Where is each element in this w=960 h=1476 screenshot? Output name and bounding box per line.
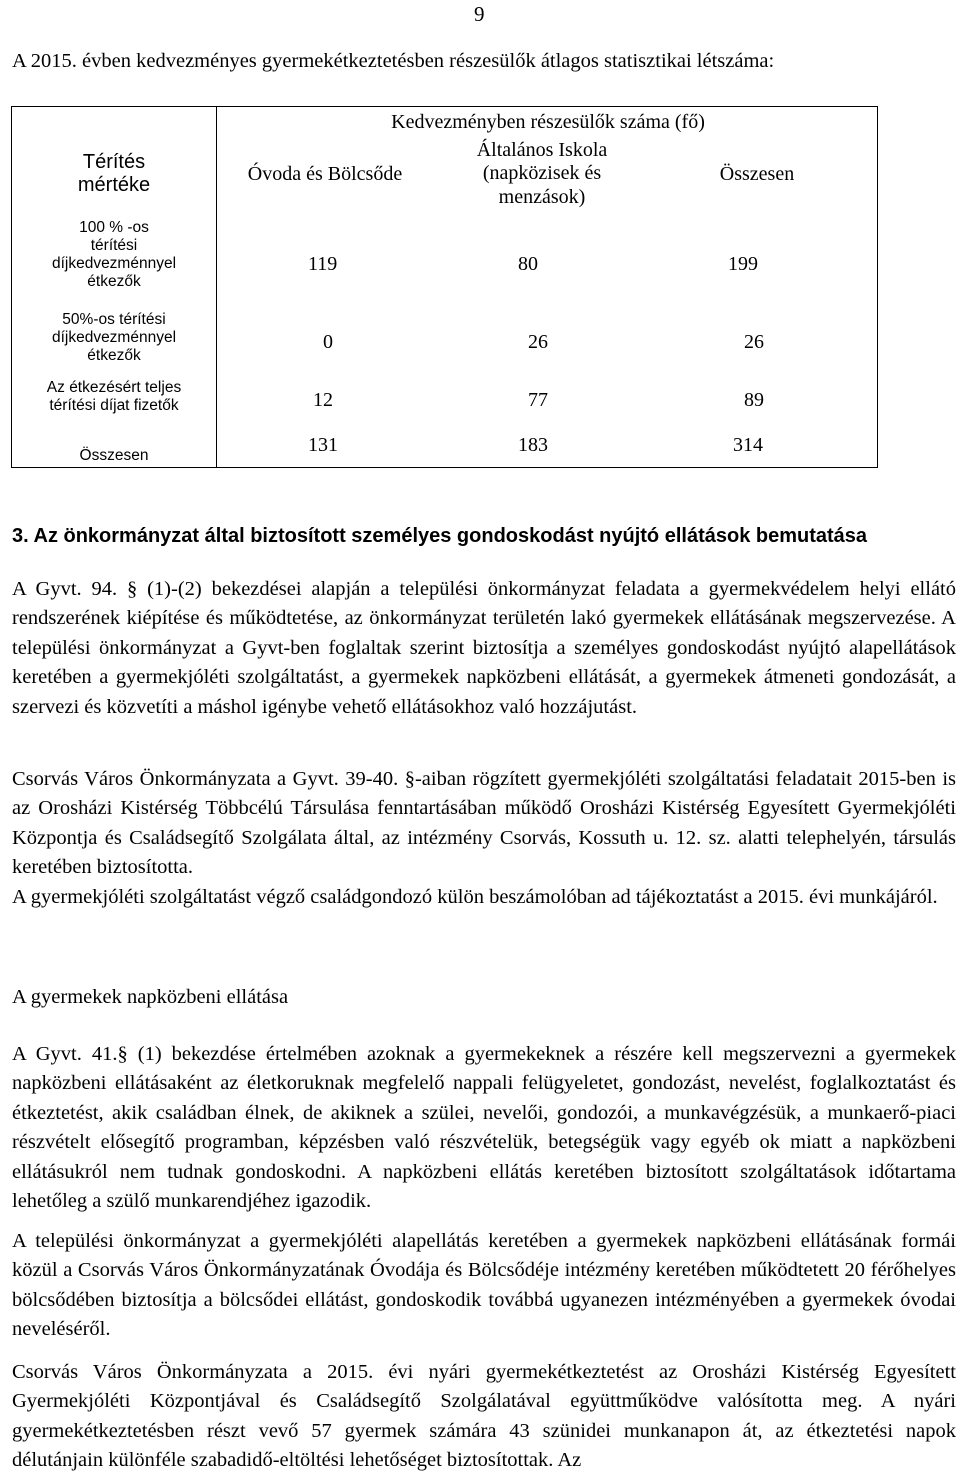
row-header-title: Térítés mértéke (77, 151, 151, 197)
cell-iskola: 26 (528, 331, 548, 353)
table-divider (216, 106, 217, 468)
cell-osszesen: 89 (744, 389, 764, 411)
subheading-napkozbeni: A gyermekek napközbeni ellátása (12, 986, 289, 1008)
cell-iskola: 77 (528, 389, 548, 411)
page-number: 9 (474, 2, 485, 26)
cell-ovoda: 0 (323, 331, 333, 353)
paragraph-bolcsode: A települési önkormányzat a gyermekjóléti alapellátás keretében a gyermekek napközbeni ellátásának formái közül a Csorvás Város Önkormányzatának Óvodája és Bölcsődéje intézmény keretében működtetett 20 férőhelyes bölcsődében biztosítja a bölcsődei ellátást, gondoskodik továbbá ugyanezen intézményében a gyermekek óvodai neveléséről. (12, 1230, 956, 1341)
row-label-osszesen: Összesen (79, 447, 149, 464)
cell-ovoda: 12 (313, 389, 333, 411)
row-label-teljes: Az étkezésért teljes térítési díjat fizetők (46, 379, 182, 415)
group-header: Kedvezményben részesülők száma (fő) (391, 111, 705, 133)
paragraph-gyvt-94: A Gyvt. 94. § (1)-(2) bekezdései alapján a települési önkormányzat feladata a gyermekvédelem helyi ellátó rendszerének kiépítése és működtetése, az önkormányzat területén lakó gyermekek ellátásának megszervezése. A települési önkormányzat a Gyvt-ben foglaltak szerint biztosítja a személyes gondoskodást nyújtó alapellátások keretében a gyermekjóléti szolgáltatást, a gyermekek napközbeni ellátását, a gyermekek átmeneti gondozását, a szervezi és közvetíti a máshol igénybe vehető ellátásokhoz való hozzájutást. (12, 578, 956, 718)
intro-text: A 2015. évben kedvezményes gyermekétkeztetésben részesülők átlagos statisztikai létszáma: (12, 50, 775, 72)
row-label-100: 100 % -os térítési díjkedvezménnyel étkezők (51, 219, 177, 291)
cell-ovoda: 131 (308, 434, 338, 456)
cell-ovoda: 119 (308, 253, 338, 275)
row-label-50: 50%-os térítési díjkedvezménnyel étkezők (51, 311, 177, 365)
statistics-table (11, 106, 878, 468)
paragraph-gyvt-41: A Gyvt. 41.§ (1) bekezdése értelmében azoknak a gyermekeknek a részére kell megszervezni a gyermekek napközbeni ellátásaként az életkoruknak megfelelő nappali felügyeletet, gondozást, nevelést, foglalkoztatást és étkeztetést, akik családban élnek, de akiknek a szülei, nevelői, gondozói, a munkavégzésük, a munkaerő-piaci részvételt elősegítő programban, képzésben való részvételük, betegségük vagy egyéb ok miatt a napközbeni ellátásukról nem tudnak gondoskodni. A napközbeni ellátás keretében biztosított szolgáltatások időtartama lehetőleg a szülő munkarendjéhez igazodik. (12, 1043, 956, 1213)
cell-osszesen: 199 (728, 253, 758, 275)
cell-iskola: 80 (518, 253, 538, 275)
col-header-iskola: Általános Iskola (napközisek és menzások) (476, 139, 608, 208)
col-header-osszesen: Összesen (719, 163, 795, 185)
cell-iskola: 183 (518, 434, 548, 456)
cell-osszesen: 26 (744, 331, 764, 353)
paragraph-nyari-etkeztetes: Csorvás Város Önkormányzata a 2015. évi nyári gyermekétkeztetést az Orosházi Kistérség Egyesített Gyermekjóléti Központjával és Családsegítő Szolgálatával együttműködve valósította meg. A nyári gyermekétkeztetésben részt vevő 57 gyermek számára 43 szünidei munkanapon át, az étkeztetési napok délutánjain különféle szabadidő-eltöltési lehetőséget biztosítottak. Az (12, 1361, 956, 1472)
col-header-ovoda: Óvoda és Bölcsőde (247, 163, 403, 185)
paragraph-gyermekjoleti: Csorvás Város Önkormányzata a Gyvt. 39-40. §-aiban rögzített gyermekjóléti szolgáltatási feladatait 2015-ben is az Orosházi Kistérség Többcélú Társulása fenntartásában működő Orosházi Kistérség Egyesített Gyermekjóléti Központja és Családsegítő Szolgálata által, az intézmény Csorvás, Kossuth u. 12. sz. alatti telephelyén, társulás keretében biztosította. A gyermekjóléti szolgáltatást végző családgondozó külön beszámolóban ad tájékoztatást a 2015. évi munkájáról. (12, 768, 956, 908)
cell-osszesen: 314 (733, 434, 763, 456)
section-3-title: 3. Az önkormányzat által biztosított személyes gondoskodást nyújtó ellátások bemutatása (12, 525, 868, 547)
